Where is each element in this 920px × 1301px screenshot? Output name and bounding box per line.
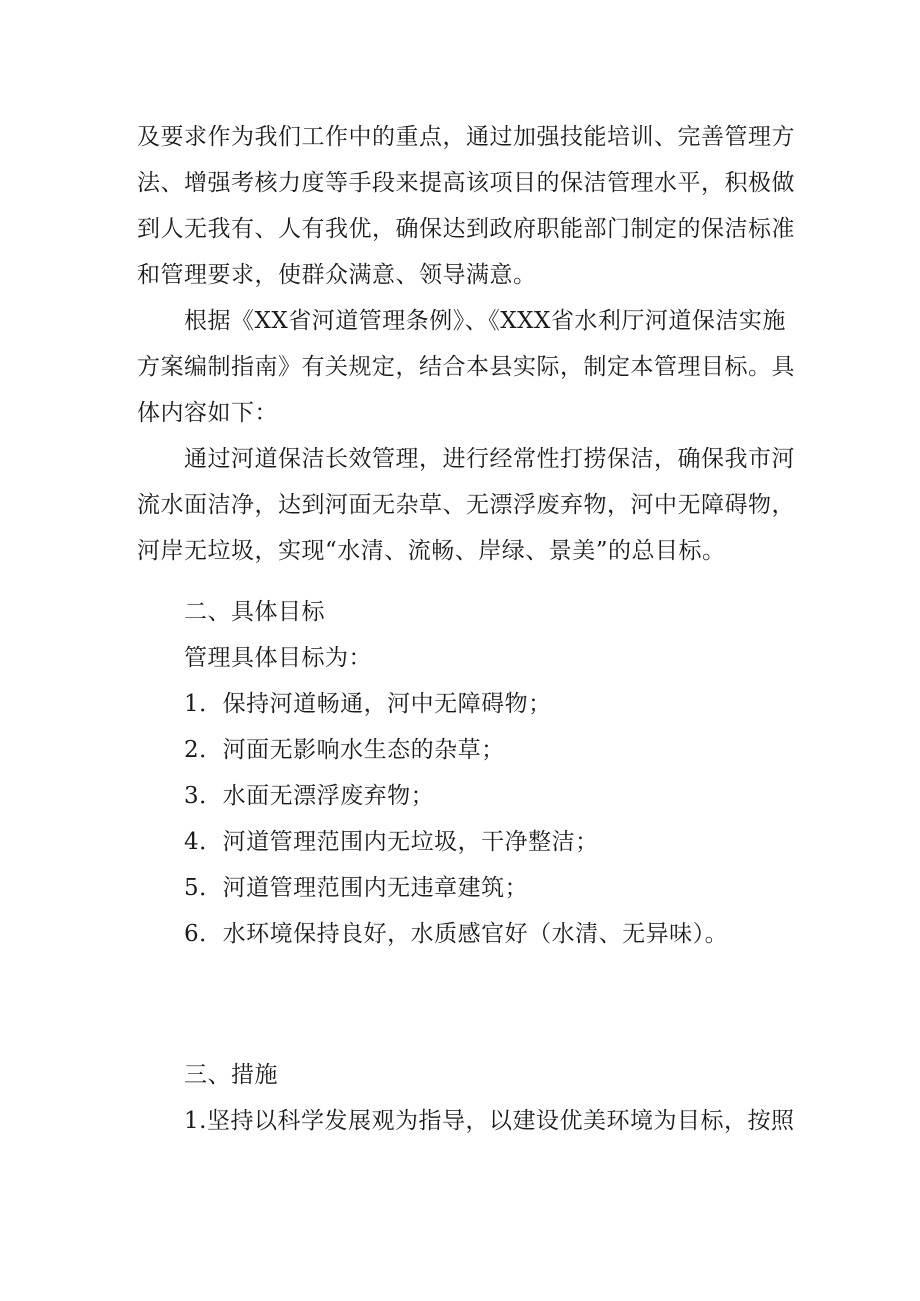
paragraph-2-line-3: 体内容如下： [137,400,278,426]
list-item: 2．河面无影响水生态的杂草； [184,737,505,763]
list-item: 4．河道管理范围内无垃圾，干净整洁； [184,829,599,855]
section-3-heading: 三、措施 [184,1062,278,1088]
paragraph-2-line-1: 根据《XX省河道管理条例》、《XXX省水利厅河道保洁实施 [184,308,786,334]
paragraph-3-line-2: 流水面洁净，达到河面无杂草、无漂浮废弃物，河中无障碍物， [137,492,795,518]
paragraph-3-line-1: 通过河道保洁长效管理，进行经常性打捞保洁，确保我市河 [184,446,795,472]
paragraph-1-line-1: 及要求作为我们工作中的重点，通过加强技能培训、完善管理方 [137,124,795,150]
list-item: 1．保持河道畅通，河中无障碍物； [184,691,552,717]
list-item: 6．水环境保持良好，水质感官好（水清、无异味）。 [184,921,729,947]
paragraph-3-line-3: 河岸无垃圾，实现“水清、流畅、岸绿、景美”的总目标。 [137,538,726,564]
paragraph-1-line-4: 和管理要求，使群众满意、领导满意。 [137,262,537,288]
section-3-item-1: 1.坚持以科学发展观为指导，以建设优美环境为目标，按照 [184,1108,795,1134]
list-item: 5．河道管理范围内无违章建筑； [184,875,529,901]
section-2-intro: 管理具体目标为： [184,645,372,671]
paragraph-2-line-2: 方案编制指南》有关规定，结合本县实际，制定本管理目标。具 [137,354,795,380]
list-item: 3．水面无漂浮废弃物； [184,783,435,809]
paragraph-1-line-2: 法、增强考核力度等手段来提高该项目的保洁管理水平，积极做 [137,170,795,196]
paragraph-1-line-3: 到人无我有、人有我优，确保达到政府职能部门制定的保洁标准 [137,216,795,242]
section-2-heading: 二、具体目标 [184,599,325,625]
